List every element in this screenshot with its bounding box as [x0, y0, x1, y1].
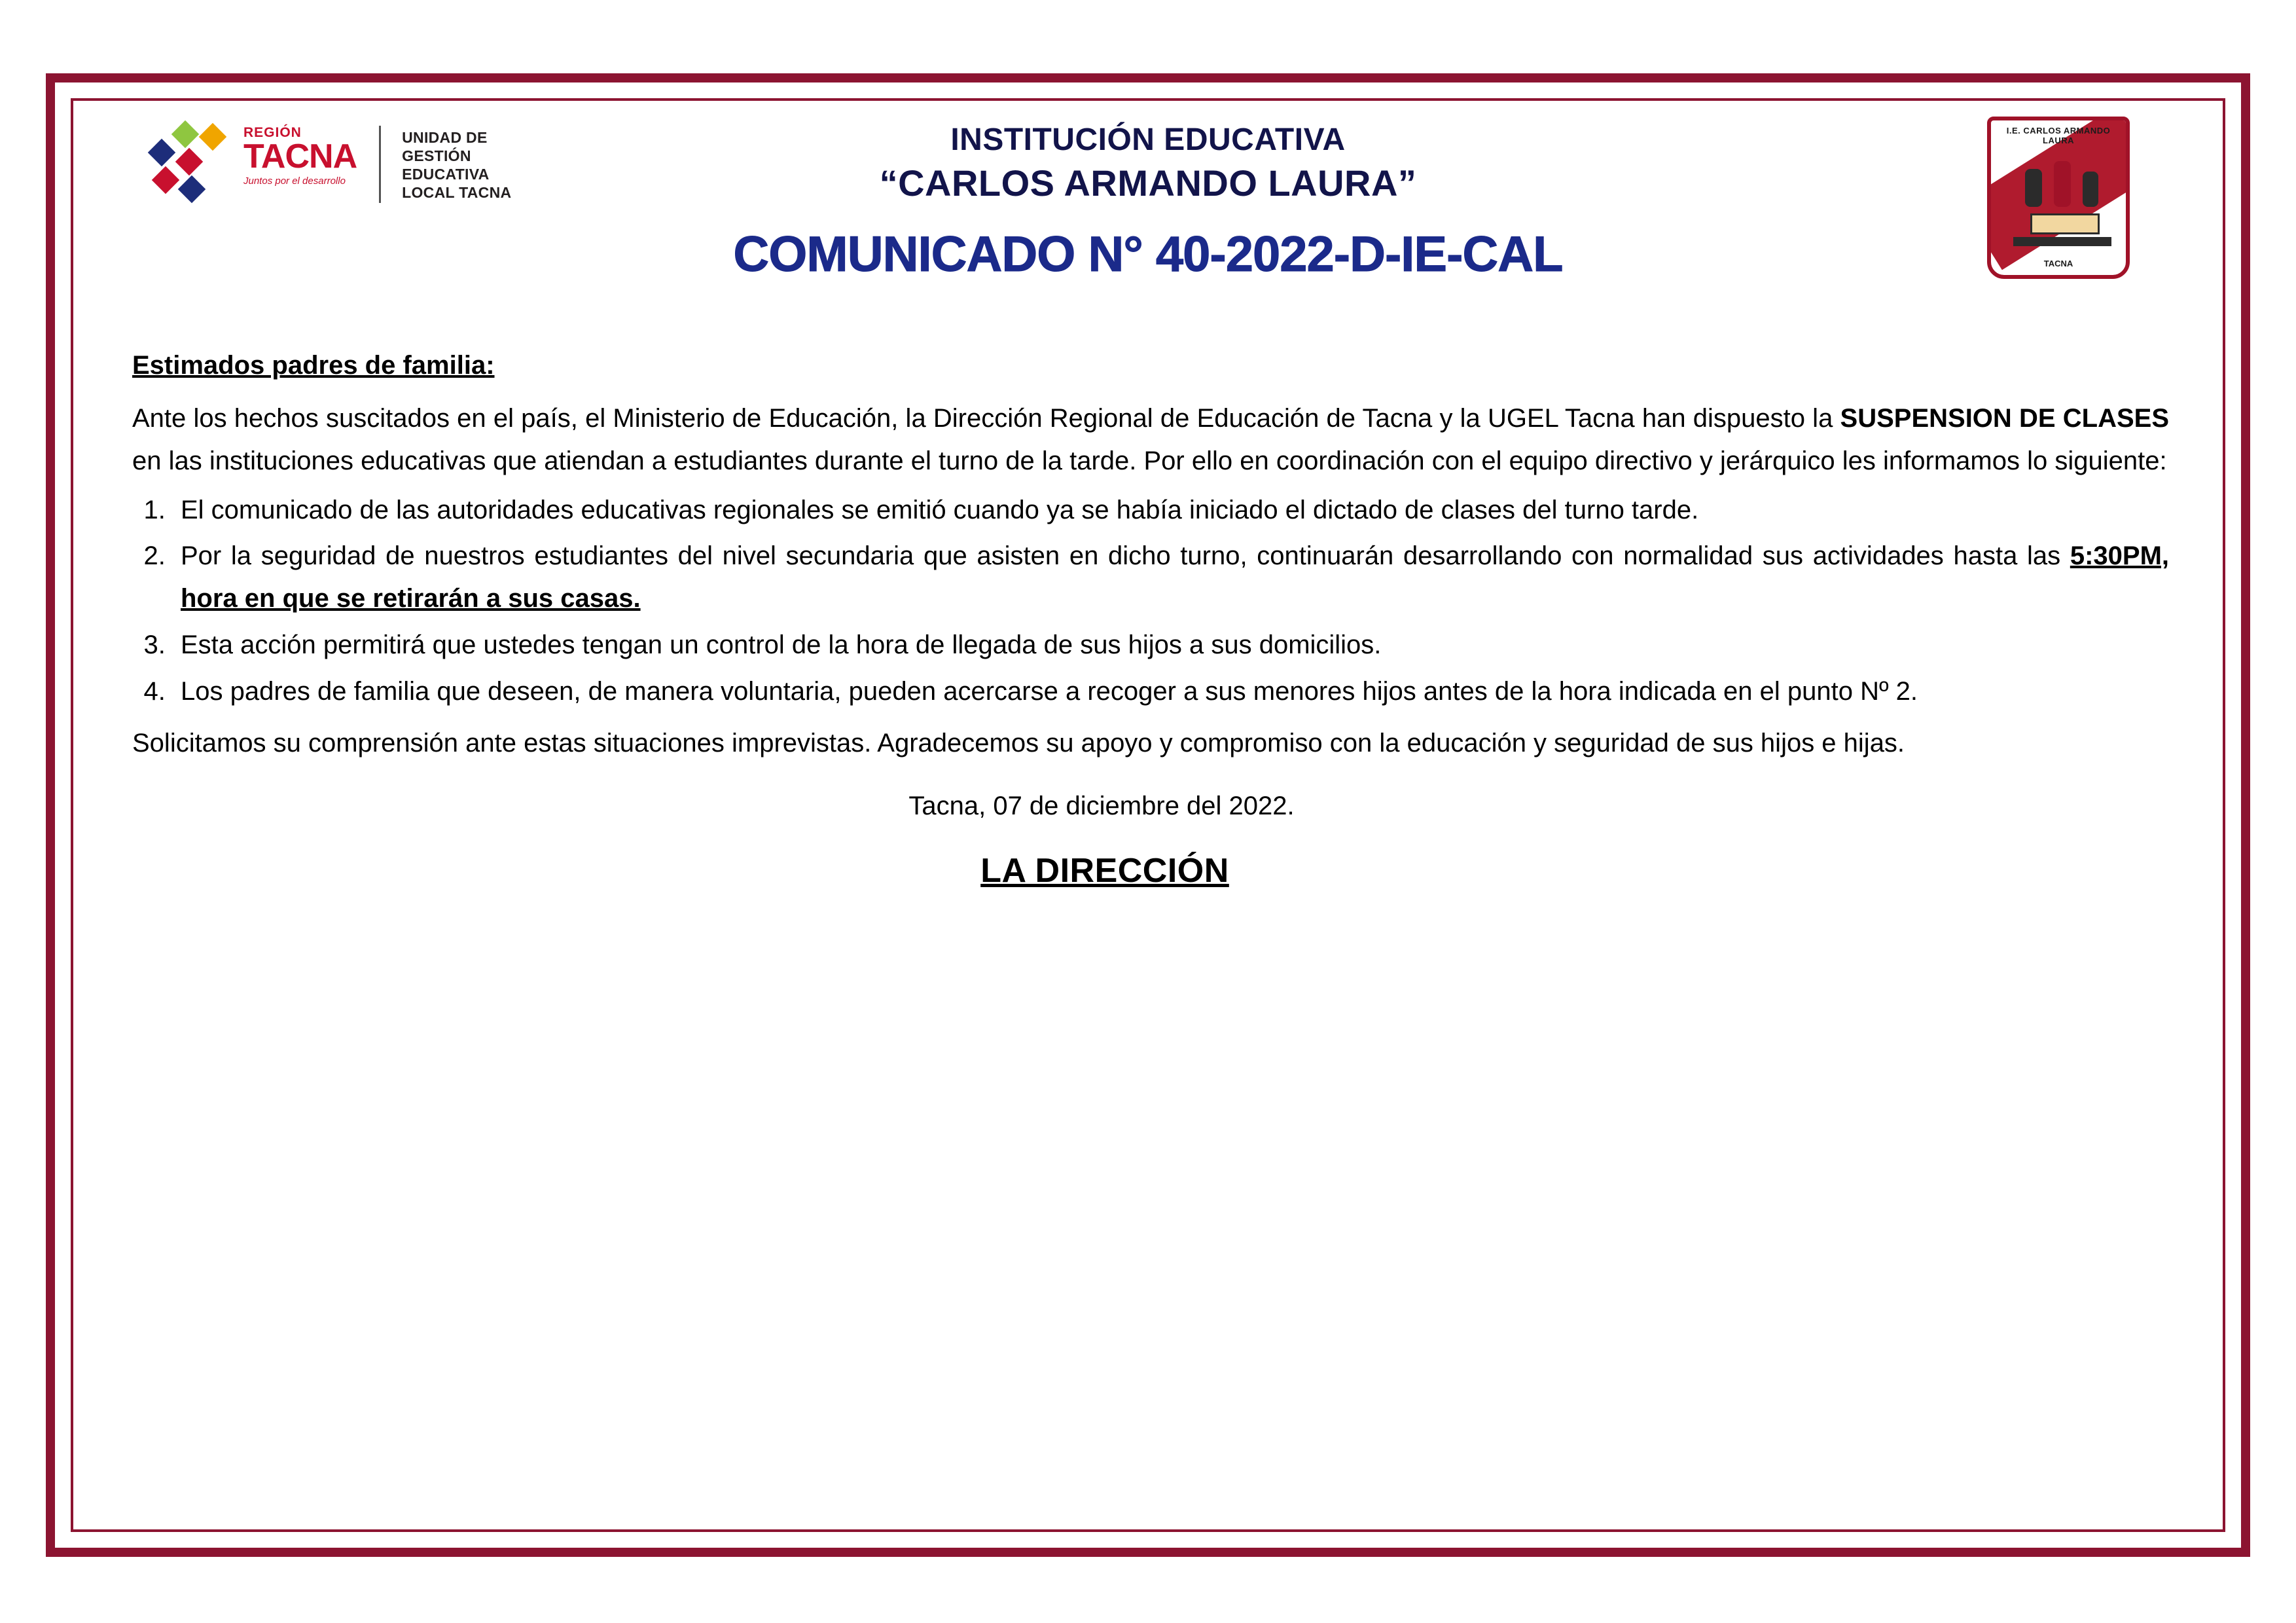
list-item: [173, 535, 2169, 620]
school-crest-icon: [1987, 117, 2130, 279]
point-2-underlined: 5:30PM, hora en que se retirarán a sus casas.: [181, 541, 2169, 613]
salutation: Estimados padres de familia:: [132, 351, 495, 380]
document-frame: [46, 73, 2250, 1557]
list-item: [173, 624, 2169, 666]
region-tacna-wordmark: [243, 123, 357, 187]
document-body: [132, 351, 2169, 890]
point-3-text: Esta acción permitirá que ustedes tengan un control de la hora de llegada de sus hijos a sus domicilios.: [181, 630, 1382, 659]
place-and-date: Tacna, 07 de diciembre del 2022.: [908, 792, 1295, 821]
crest-bottom-text: TACNA: [2043, 259, 2073, 268]
institution-label: INSTITUCIÓN EDUCATIVA: [950, 122, 1346, 157]
point-1-text: El comunicado de las autoridades educativas regionales se emitió cuando ya se había iniciado el dictado de clases del turno tarde.: [181, 495, 1699, 524]
intro-bold: SUSPENSION DE CLASES: [1840, 404, 2170, 433]
document-header: [55, 82, 2241, 282]
crest-top-text: I.E. CARLOS ARMANDO LAURA: [2006, 126, 2111, 145]
list-item: [173, 489, 2169, 532]
list-item: [173, 670, 2169, 713]
region-slogan: Juntos por el desarrollo: [243, 175, 346, 187]
intro-part-1: Ante los hechos suscitados en el país, el Ministerio de Educación, la Dirección Regional de Educación de Tacna y la UGEL Tacna han dispuesto la: [132, 404, 1840, 433]
document-content: [55, 82, 2241, 1548]
ugel-line-3: EDUCATIVA: [402, 166, 490, 183]
points-list: [132, 489, 2169, 713]
point-4-text: Los padres de familia que deseen, de manera voluntaria, pueden acercarse a recoger a sus menores hijos antes de la hora indicada en el punto Nº 2.: [181, 676, 1918, 706]
region-tacna-diamonds-icon: [147, 123, 232, 200]
region-label: REGIÓN: [243, 125, 302, 140]
comunicado-title: COMUNICADO N° 40-2022-D-IE-CAL: [733, 226, 1563, 282]
region-name: TACNA: [243, 137, 357, 175]
institution-name: “CARLOS ARMANDO LAURA”: [879, 162, 1417, 204]
title-block: [395, 122, 1901, 282]
point-2-text: Por la seguridad de nuestros estudiantes del nivel secundaria que asisten en dicho turno, continuarán desarrollando con normalidad sus actividades hasta las: [181, 541, 2070, 571]
ugel-line-2: GESTIÓN: [402, 147, 471, 165]
logo-divider: [379, 126, 381, 203]
signature-line: LA DIRECCIÓN: [980, 852, 1229, 890]
closing-paragraph: Solicitamos su comprensión ante estas situaciones imprevistas. Agradecemos su apoyo y compromiso con la educación y seguridad de sus hijos e hijas.: [132, 728, 1905, 757]
ugel-line-4: LOCAL TACNA: [402, 184, 512, 202]
ugel-line-1: UNIDAD DE: [402, 129, 488, 146]
intro-paragraph: [132, 397, 2169, 483]
intro-part-2: en las instituciones educativas que atiendan a estudiantes durante el turno de la tarde. Por ello en coordinación con el equipo directivo y jerárquico les informamos lo siguiente:: [132, 446, 2167, 475]
